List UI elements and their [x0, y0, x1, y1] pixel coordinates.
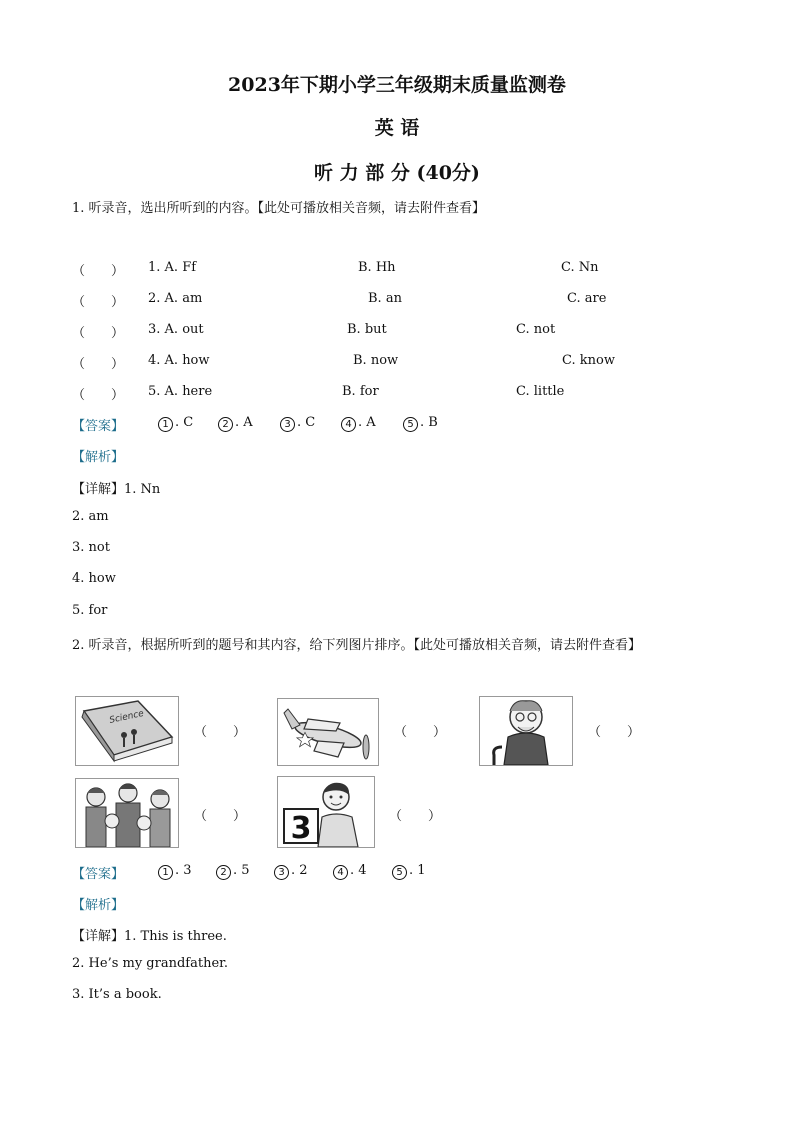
- family-icon: [76, 779, 178, 847]
- q1-prompt: 1. 听录音，选出所听到的内容。【此处可播放相关音频，请去附件查看】: [72, 201, 486, 216]
- option-c: C. not: [516, 322, 556, 337]
- option-a: 5. A. here: [148, 384, 213, 399]
- answer-blank[interactable]: （ ）: [194, 809, 247, 824]
- q2-prompt: 2. 听录音，根据所听到的题号和其内容，给下列图片排序。【此处可播放相关音频，请去附件查看】: [72, 638, 642, 653]
- grandfather-icon: [480, 697, 572, 765]
- exam-title: 2023年下期小学三年级期末质量监测卷: [228, 74, 566, 96]
- grandfather-picture: [479, 696, 573, 766]
- toy-plane-picture: [277, 698, 379, 766]
- answer-item: 2 . A: [218, 415, 253, 432]
- boy-with-number-card-picture: [277, 776, 375, 848]
- family-picture: [75, 778, 179, 848]
- answer-blank[interactable]: （ ）: [72, 326, 125, 341]
- option-b: B. now: [353, 353, 399, 368]
- option-b: B. for: [342, 384, 379, 399]
- answer-blank[interactable]: （ ）: [72, 388, 125, 403]
- answer-item: 4 . 4: [333, 863, 367, 880]
- option-c: C. Nn: [561, 260, 599, 275]
- detail-line: 【详解】1. This is three.: [72, 929, 227, 944]
- answer-label: 【答案】: [72, 419, 125, 434]
- answer-blank[interactable]: （ ）: [394, 725, 447, 740]
- option-a: 3. A. out: [148, 322, 204, 337]
- card-number: 3: [290, 811, 312, 846]
- detail-line: 3. not: [72, 540, 110, 555]
- answer-item: 5 . 1: [392, 863, 426, 880]
- analysis-label: 【解析】: [72, 898, 125, 913]
- plane-icon: [278, 699, 378, 765]
- detail-line: 【详解】1. Nn: [72, 482, 161, 497]
- answer-blank[interactable]: （ ）: [389, 809, 442, 824]
- section-title: 听 力 部 分 (40分): [314, 162, 480, 184]
- detail-line: 4. how: [72, 571, 116, 586]
- answer-item: 2 . 5: [216, 863, 250, 880]
- detail-line: 2. He’s my grandfather.: [72, 956, 229, 971]
- science-book-picture: [75, 696, 179, 766]
- subject-title: 英 语: [374, 117, 420, 139]
- answer-blank[interactable]: （ ）: [72, 295, 125, 310]
- answer-item: 1 . 3: [158, 863, 192, 880]
- option-b: B. Hh: [358, 260, 396, 275]
- answer-item: 1 . C: [158, 415, 193, 432]
- option-a: 1. A. Ff: [148, 260, 197, 275]
- answer-blank[interactable]: （ ）: [588, 725, 641, 740]
- option-c: C. are: [567, 291, 607, 306]
- option-c: C. little: [516, 384, 565, 399]
- analysis-label: 【解析】: [72, 450, 125, 465]
- book-label: Science: [108, 708, 145, 726]
- detail-line: 5. for: [72, 603, 108, 618]
- detail-line: 2. am: [72, 509, 109, 524]
- option-b: B. an: [368, 291, 402, 306]
- option-a: 4. A. how: [148, 353, 210, 368]
- answer-blank[interactable]: （ ）: [72, 357, 125, 372]
- boy-card-icon: [278, 777, 374, 847]
- answer-label: 【答案】: [72, 867, 125, 882]
- book-icon: [76, 697, 178, 765]
- option-b: B. but: [347, 322, 387, 337]
- answer-blank[interactable]: （ ）: [72, 264, 125, 279]
- option-a: 2. A. am: [148, 291, 203, 306]
- detail-line: 3. It’s a book.: [72, 987, 162, 1002]
- answer-item: 3 . 2: [274, 863, 308, 880]
- answer-blank[interactable]: （ ）: [194, 725, 247, 740]
- answer-item: 4 . A: [341, 415, 376, 432]
- answer-item: 5 . B: [403, 415, 438, 432]
- answer-item: 3 . C: [280, 415, 315, 432]
- option-c: C. know: [562, 353, 615, 368]
